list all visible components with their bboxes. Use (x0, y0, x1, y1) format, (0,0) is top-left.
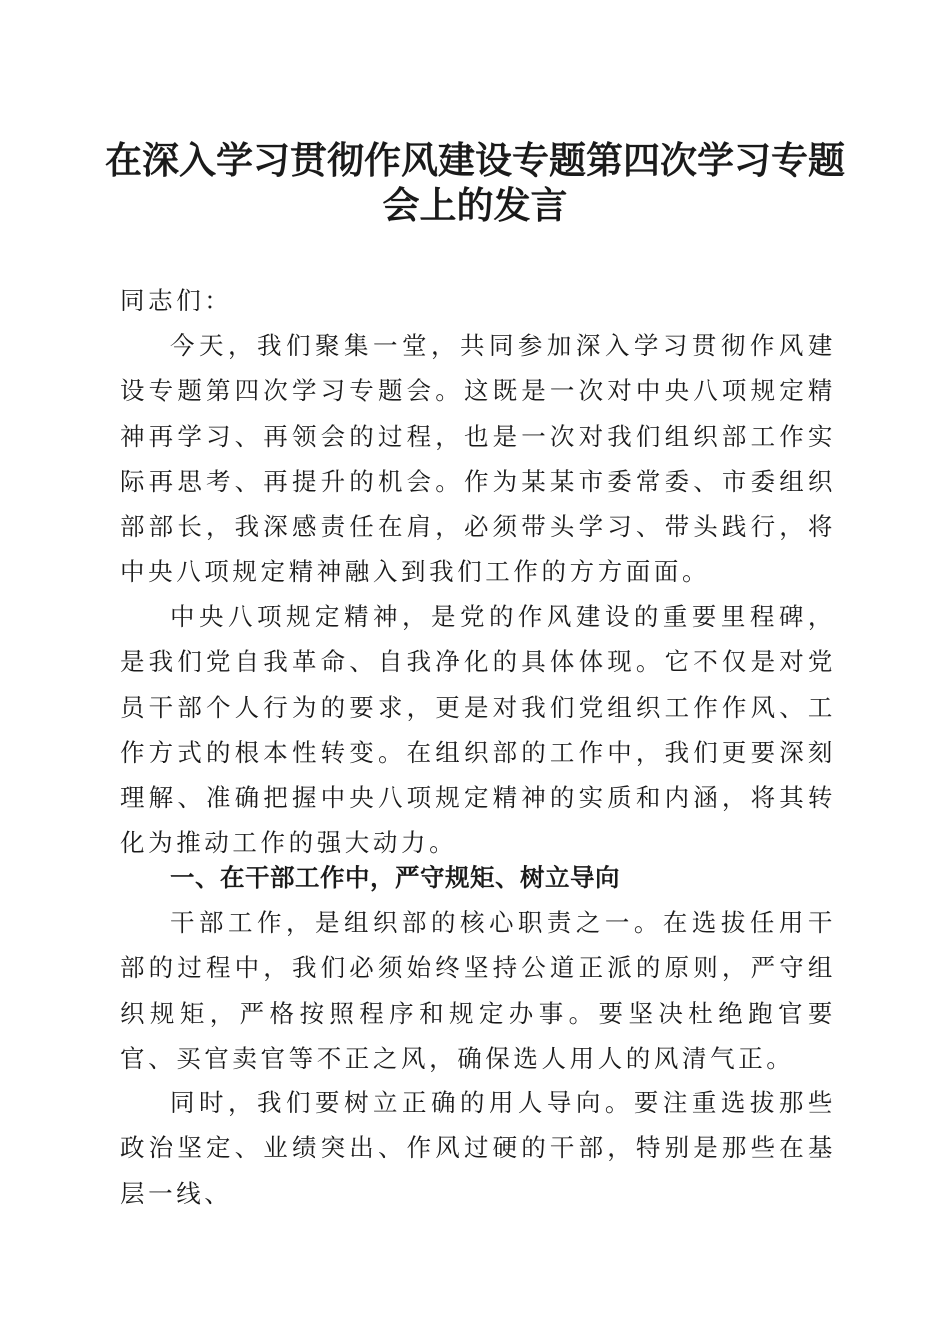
paragraph-cadre-work: 干部工作，是组织部的核心职责之一。在选拔任用干部的过程中，我们必须始终坚持公道正派的原则，严守组织规矩，严格按照程序和规定办事。要坚决杜绝跑官要官、买官卖官等不正之风，确保选人用人的风清气正。 (120, 908, 836, 1073)
greeting: 同志们： (120, 286, 233, 315)
section-heading: 一、在干部工作中，严守规矩、树立导向 (170, 863, 620, 892)
paragraph-eight-rules: 中央八项规定精神，是党的作风建设的重要里程碑，是我们党自我革命、自我净化的具体体现。它不仅是对党员干部个人行为的要求，更是对我们党组织工作作风、工作方式的根本性转变。在组织部的工作中，我们更要深刻理解、准确把握中央八项规定精神的实质和内涵，将其转化为推动工作的强大动力。 (120, 602, 836, 858)
document-title-line-1: 在深入学习贯彻作风建设专题第四次学习专题 (105, 138, 845, 182)
paragraph-selection-orientation: 同时，我们要树立正确的用人导向。要注重选拔那些政治坚定、业绩突出、作风过硬的干部，特别是那些在基层一线、 (120, 1088, 836, 1208)
paragraph-intro: 今天，我们聚集一堂，共同参加深入学习贯彻作风建设专题第四次学习专题会。这既是一次对中央八项规定精神再学习、再领会的过程，也是一次对我们组织部工作实际再思考、再提升的机会。作为某某市委常委、市委组织部部长，我深感责任在肩，必须带头学习、带头践行，将中央八项规定精神融入到我们工作的方方面面。 (120, 331, 836, 587)
document-title-line-2: 会上的发言 (382, 183, 568, 227)
